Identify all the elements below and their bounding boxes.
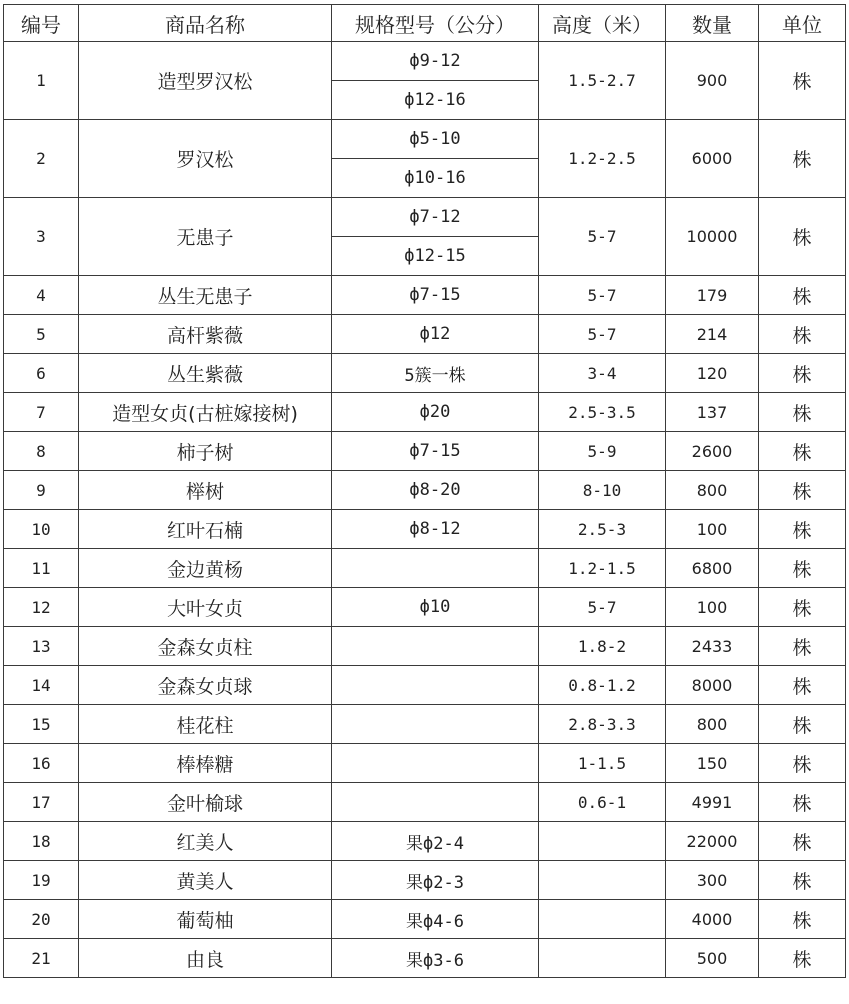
- cell-quantity: 6000: [666, 120, 759, 198]
- cell-quantity: 8000: [666, 666, 759, 705]
- cell-product-name: 无患子: [79, 198, 332, 276]
- cell-product-name: 榉树: [79, 471, 332, 510]
- cell-product-name: 由良: [79, 939, 332, 978]
- cell-spec: [332, 549, 539, 588]
- cell-product-name: 红美人: [79, 822, 332, 861]
- cell-number: 3: [4, 198, 79, 276]
- cell-quantity: 22000: [666, 822, 759, 861]
- table-row: [4, 510, 846, 549]
- cell-quantity: 500: [666, 939, 759, 978]
- cell-number: 15: [4, 705, 79, 744]
- cell-spec: ф8-20: [332, 471, 539, 510]
- cell-height: 8-10: [539, 471, 666, 510]
- cell-product-name: 金森女贞柱: [79, 627, 332, 666]
- cell-spec: ф12: [332, 315, 539, 354]
- cell-spec: [332, 705, 539, 744]
- cell-quantity: 4991: [666, 783, 759, 822]
- table-row: [4, 666, 846, 705]
- cell-number: 17: [4, 783, 79, 822]
- cell-spec: [332, 627, 539, 666]
- cell-spec: 果ф3-6: [332, 939, 539, 978]
- cell-product-name: 葡萄柚: [79, 900, 332, 939]
- cell-height: 1-1.5: [539, 744, 666, 783]
- cell-product-name: 金边黄杨: [79, 549, 332, 588]
- cell-unit: 株: [759, 939, 846, 978]
- table-row: [4, 354, 846, 393]
- table-row: [4, 120, 846, 159]
- cell-spec: ф10: [332, 588, 539, 627]
- cell-unit: 株: [759, 861, 846, 900]
- cell-unit: 株: [759, 783, 846, 822]
- cell-height: 2.5-3.5: [539, 393, 666, 432]
- cell-number: 10: [4, 510, 79, 549]
- table-row: [4, 42, 846, 81]
- cell-height: 5-9: [539, 432, 666, 471]
- header-number: 编号: [4, 5, 79, 42]
- cell-height: 0.8-1.2: [539, 666, 666, 705]
- table-row: [4, 705, 846, 744]
- cell-product-name: 造型女贞(古桩嫁接树): [79, 393, 332, 432]
- table-body: [4, 42, 846, 978]
- cell-product-name: 大叶女贞: [79, 588, 332, 627]
- cell-product-name: 棒棒糖: [79, 744, 332, 783]
- cell-product-name: 金叶榆球: [79, 783, 332, 822]
- cell-unit: 株: [759, 900, 846, 939]
- cell-spec: ф10-16: [332, 159, 539, 198]
- cell-height: 1.8-2: [539, 627, 666, 666]
- table-row: [4, 432, 846, 471]
- cell-number: 1: [4, 42, 79, 120]
- cell-height: 5-7: [539, 588, 666, 627]
- cell-spec: 果ф2-4: [332, 822, 539, 861]
- cell-number: 5: [4, 315, 79, 354]
- cell-spec: [332, 783, 539, 822]
- cell-unit: 株: [759, 666, 846, 705]
- header-height: 高度（米）: [539, 5, 666, 42]
- cell-quantity: 800: [666, 705, 759, 744]
- cell-quantity: 10000: [666, 198, 759, 276]
- table-row: [4, 627, 846, 666]
- table-row: [4, 198, 846, 237]
- cell-quantity: 137: [666, 393, 759, 432]
- cell-spec: 果ф4-6: [332, 900, 539, 939]
- cell-number: 2: [4, 120, 79, 198]
- cell-unit: 株: [759, 198, 846, 276]
- cell-number: 16: [4, 744, 79, 783]
- cell-number: 13: [4, 627, 79, 666]
- cell-spec: ф12-16: [332, 81, 539, 120]
- table-row: [4, 861, 846, 900]
- cell-spec: [332, 744, 539, 783]
- cell-unit: 株: [759, 393, 846, 432]
- cell-unit: 株: [759, 588, 846, 627]
- cell-quantity: 100: [666, 588, 759, 627]
- cell-product-name: 红叶石楠: [79, 510, 332, 549]
- cell-number: 11: [4, 549, 79, 588]
- cell-product-name: 金森女贞球: [79, 666, 332, 705]
- cell-unit: 株: [759, 822, 846, 861]
- cell-number: 19: [4, 861, 79, 900]
- header-product-name: 商品名称: [79, 5, 332, 42]
- cell-quantity: 300: [666, 861, 759, 900]
- cell-unit: 株: [759, 315, 846, 354]
- table-row: [4, 783, 846, 822]
- cell-spec: ф12-15: [332, 237, 539, 276]
- cell-product-name: 柿子树: [79, 432, 332, 471]
- cell-height: 1.5-2.7: [539, 42, 666, 120]
- cell-number: 8: [4, 432, 79, 471]
- cell-unit: 株: [759, 510, 846, 549]
- cell-unit: 株: [759, 549, 846, 588]
- table-row: [4, 276, 846, 315]
- cell-height: 5-7: [539, 315, 666, 354]
- cell-quantity: 4000: [666, 900, 759, 939]
- cell-product-name: 罗汉松: [79, 120, 332, 198]
- cell-spec: ф7-15: [332, 432, 539, 471]
- cell-quantity: 900: [666, 42, 759, 120]
- cell-quantity: 800: [666, 471, 759, 510]
- cell-height: 2.5-3: [539, 510, 666, 549]
- table-row: [4, 744, 846, 783]
- table-row: [4, 393, 846, 432]
- cell-spec: ф8-12: [332, 510, 539, 549]
- header-unit: 单位: [759, 5, 846, 42]
- cell-unit: 株: [759, 432, 846, 471]
- cell-unit: 株: [759, 627, 846, 666]
- cell-number: 7: [4, 393, 79, 432]
- table-row: [4, 822, 846, 861]
- cell-number: 4: [4, 276, 79, 315]
- cell-product-name: 丛生无患子: [79, 276, 332, 315]
- header-row: [4, 5, 846, 42]
- cell-height: [539, 939, 666, 978]
- cell-number: 14: [4, 666, 79, 705]
- cell-unit: 株: [759, 705, 846, 744]
- cell-height: 5-7: [539, 198, 666, 276]
- cell-quantity: 150: [666, 744, 759, 783]
- cell-unit: 株: [759, 354, 846, 393]
- cell-quantity: 100: [666, 510, 759, 549]
- cell-spec: 果ф2-3: [332, 861, 539, 900]
- cell-height: [539, 900, 666, 939]
- cell-height: 5-7: [539, 276, 666, 315]
- cell-number: 20: [4, 900, 79, 939]
- table-row: [4, 900, 846, 939]
- cell-height: 0.6-1: [539, 783, 666, 822]
- cell-height: [539, 822, 666, 861]
- cell-unit: 株: [759, 42, 846, 120]
- cell-unit: 株: [759, 744, 846, 783]
- table-row: [4, 471, 846, 510]
- cell-height: 3-4: [539, 354, 666, 393]
- cell-product-name: 丛生紫薇: [79, 354, 332, 393]
- cell-unit: 株: [759, 120, 846, 198]
- cell-number: 21: [4, 939, 79, 978]
- cell-quantity: 2433: [666, 627, 759, 666]
- cell-product-name: 高杆紫薇: [79, 315, 332, 354]
- cell-quantity: 120: [666, 354, 759, 393]
- plant-inventory-table: [3, 4, 846, 978]
- table-row: [4, 549, 846, 588]
- cell-spec: ф5-10: [332, 120, 539, 159]
- header-quantity: 数量: [666, 5, 759, 42]
- cell-spec: ф7-12: [332, 198, 539, 237]
- cell-height: [539, 861, 666, 900]
- cell-spec: ф7-15: [332, 276, 539, 315]
- cell-spec: [332, 666, 539, 705]
- cell-number: 6: [4, 354, 79, 393]
- cell-spec: ф9-12: [332, 42, 539, 81]
- cell-number: 18: [4, 822, 79, 861]
- cell-height: 1.2-1.5: [539, 549, 666, 588]
- cell-quantity: 2600: [666, 432, 759, 471]
- cell-unit: 株: [759, 471, 846, 510]
- cell-height: 2.8-3.3: [539, 705, 666, 744]
- cell-quantity: 214: [666, 315, 759, 354]
- cell-spec: 5簇一株: [332, 354, 539, 393]
- cell-unit: 株: [759, 276, 846, 315]
- table-row: [4, 939, 846, 978]
- table-row: [4, 315, 846, 354]
- cell-quantity: 6800: [666, 549, 759, 588]
- header-spec: 规格型号（公分）: [332, 5, 539, 42]
- cell-number: 12: [4, 588, 79, 627]
- cell-product-name: 造型罗汉松: [79, 42, 332, 120]
- cell-height: 1.2-2.5: [539, 120, 666, 198]
- cell-product-name: 黄美人: [79, 861, 332, 900]
- table-row: [4, 588, 846, 627]
- cell-product-name: 桂花柱: [79, 705, 332, 744]
- cell-spec: ф20: [332, 393, 539, 432]
- cell-quantity: 179: [666, 276, 759, 315]
- cell-number: 9: [4, 471, 79, 510]
